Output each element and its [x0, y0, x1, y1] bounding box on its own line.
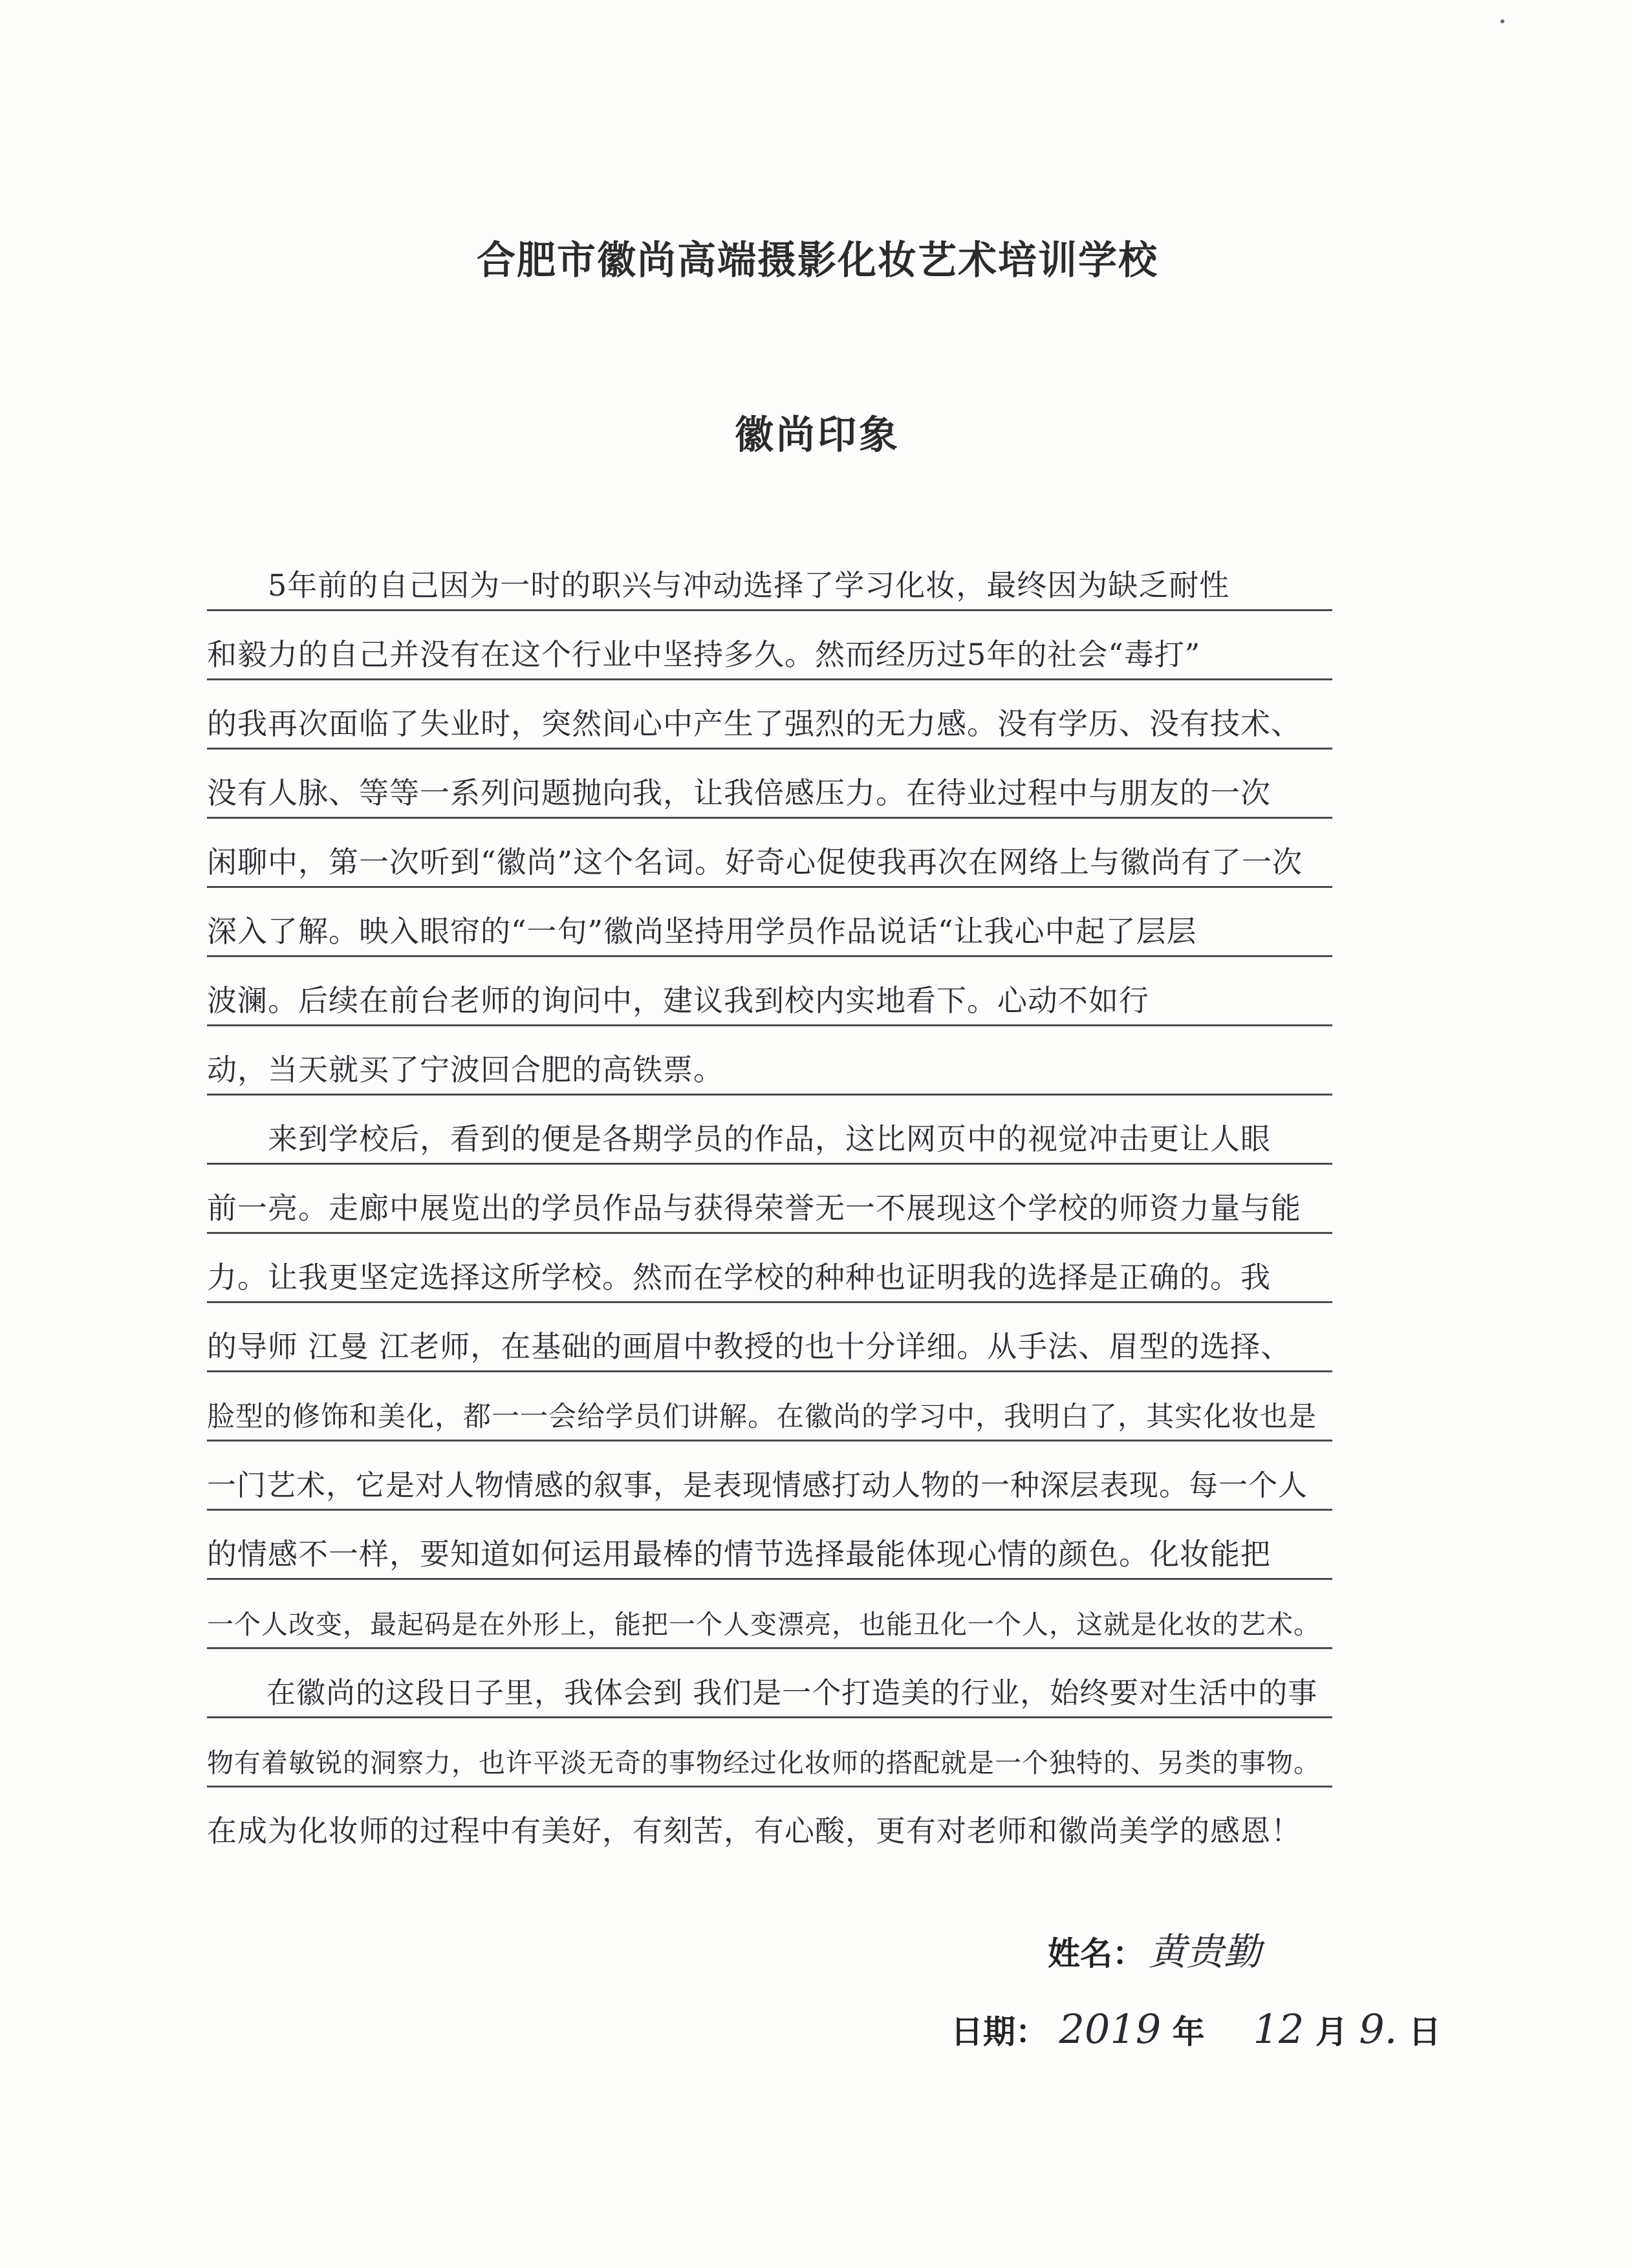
date-row — [951, 2005, 1441, 2053]
body-line: 的导师 江曼 江老师，在基础的画眉中教授的也十分详细。从手法、眉型的选择、 — [207, 1308, 1332, 1372]
body-line: 波澜。后续在前台老师的询问中，建议我到校内实地看下。心动不如行 — [207, 962, 1332, 1026]
handwritten-name: 黄贵勤 — [1149, 1930, 1262, 1974]
body-line: 闲聊中，第一次听到“徽尚”这个名词。好奇心促使我再次在网络上与徽尚有了一次 — [207, 823, 1332, 888]
body-line: 前一亮。走廊中展览出的学员作品与获得荣誉无一不展现这个学校的师资力量与能 — [207, 1169, 1332, 1234]
body-line: 一门艺术，它是对人物情感的叙事，是表现情感打动人物的一种深层表现。每一个人 — [207, 1446, 1332, 1511]
body-line: 物有着敏锐的洞察力，也许平淡无奇的事物经过化妆师的搭配就是一个独特的、另类的事物。 — [207, 1723, 1332, 1787]
body-line: 动，当天就买了宁波回合肥的高铁票。 — [207, 1031, 1332, 1096]
date-year: 2019 — [1059, 2005, 1162, 2053]
body-line: 的我再次面临了失业时，突然间心中产生了强烈的无力感。没有学历、没有技术、 — [207, 685, 1332, 750]
body-line: 力。让我更坚定选择这所学校。然而在学校的种种也证明我的选择是正确的。我 — [207, 1238, 1332, 1303]
body-line: 在成为化妆师的过程中有美好，有刻苦，有心酸，更有对老师和徽尚美学的感恩！ — [207, 1813, 1301, 1848]
date-month-unit: 月 — [1315, 2013, 1348, 2051]
body-line: 深入了解。映入眼帘的“一句”徽尚坚持用学员作品说话“让我心中起了层层 — [207, 892, 1332, 957]
scan-speck — [1500, 19, 1504, 23]
body-line: 和毅力的自己并没有在这个行业中坚持多久。然而经历过5年的社会“毒打” — [207, 616, 1332, 680]
school-name: 合肥市徽尚高端摄影化妆艺术培训学校 — [477, 238, 1158, 283]
body-line: 的情感不一样，要知道如何运用最棒的情节选择最能体现心情的颜色。化妆能把 — [207, 1515, 1332, 1580]
date-label: 日期： — [951, 2013, 1048, 2051]
date-year-unit: 年 — [1172, 2013, 1205, 2051]
date-day: 9. — [1359, 2005, 1398, 2053]
body-line: 5年前的自己因为一时的职兴与冲动选择了学习化妆，最终因为缺乏耐性 — [207, 546, 1332, 611]
name-label: 姓名： — [1048, 1935, 1145, 1972]
body-line: 在徽尚的这段日子里，我体会到 我们是一个打造美的行业，始终要对生活中的事 — [207, 1654, 1332, 1718]
body-line: 来到学校后，看到的便是各期学员的作品，这比网页中的视觉冲击更让人眼 — [207, 1100, 1332, 1165]
body-line: 一个人改变，最起码是在外形上，能把一个人变漂亮，也能丑化一个人，这就是化妆的艺术。 — [207, 1584, 1332, 1649]
signature-row — [1048, 1921, 1261, 1976]
body-line: 脸型的修饰和美化，都一一会给学员们讲解。在徽尚的学习中，我明白了，其实化妆也是 — [207, 1377, 1332, 1442]
essay-title: 徽尚印象 — [735, 413, 900, 458]
body-line: 没有人脉、等等一系列问题抛向我，让我倍感压力。在待业过程中与朋友的一次 — [207, 754, 1332, 819]
date-month: 12 — [1253, 2005, 1305, 2053]
date-day-unit: 日 — [1408, 2013, 1441, 2051]
